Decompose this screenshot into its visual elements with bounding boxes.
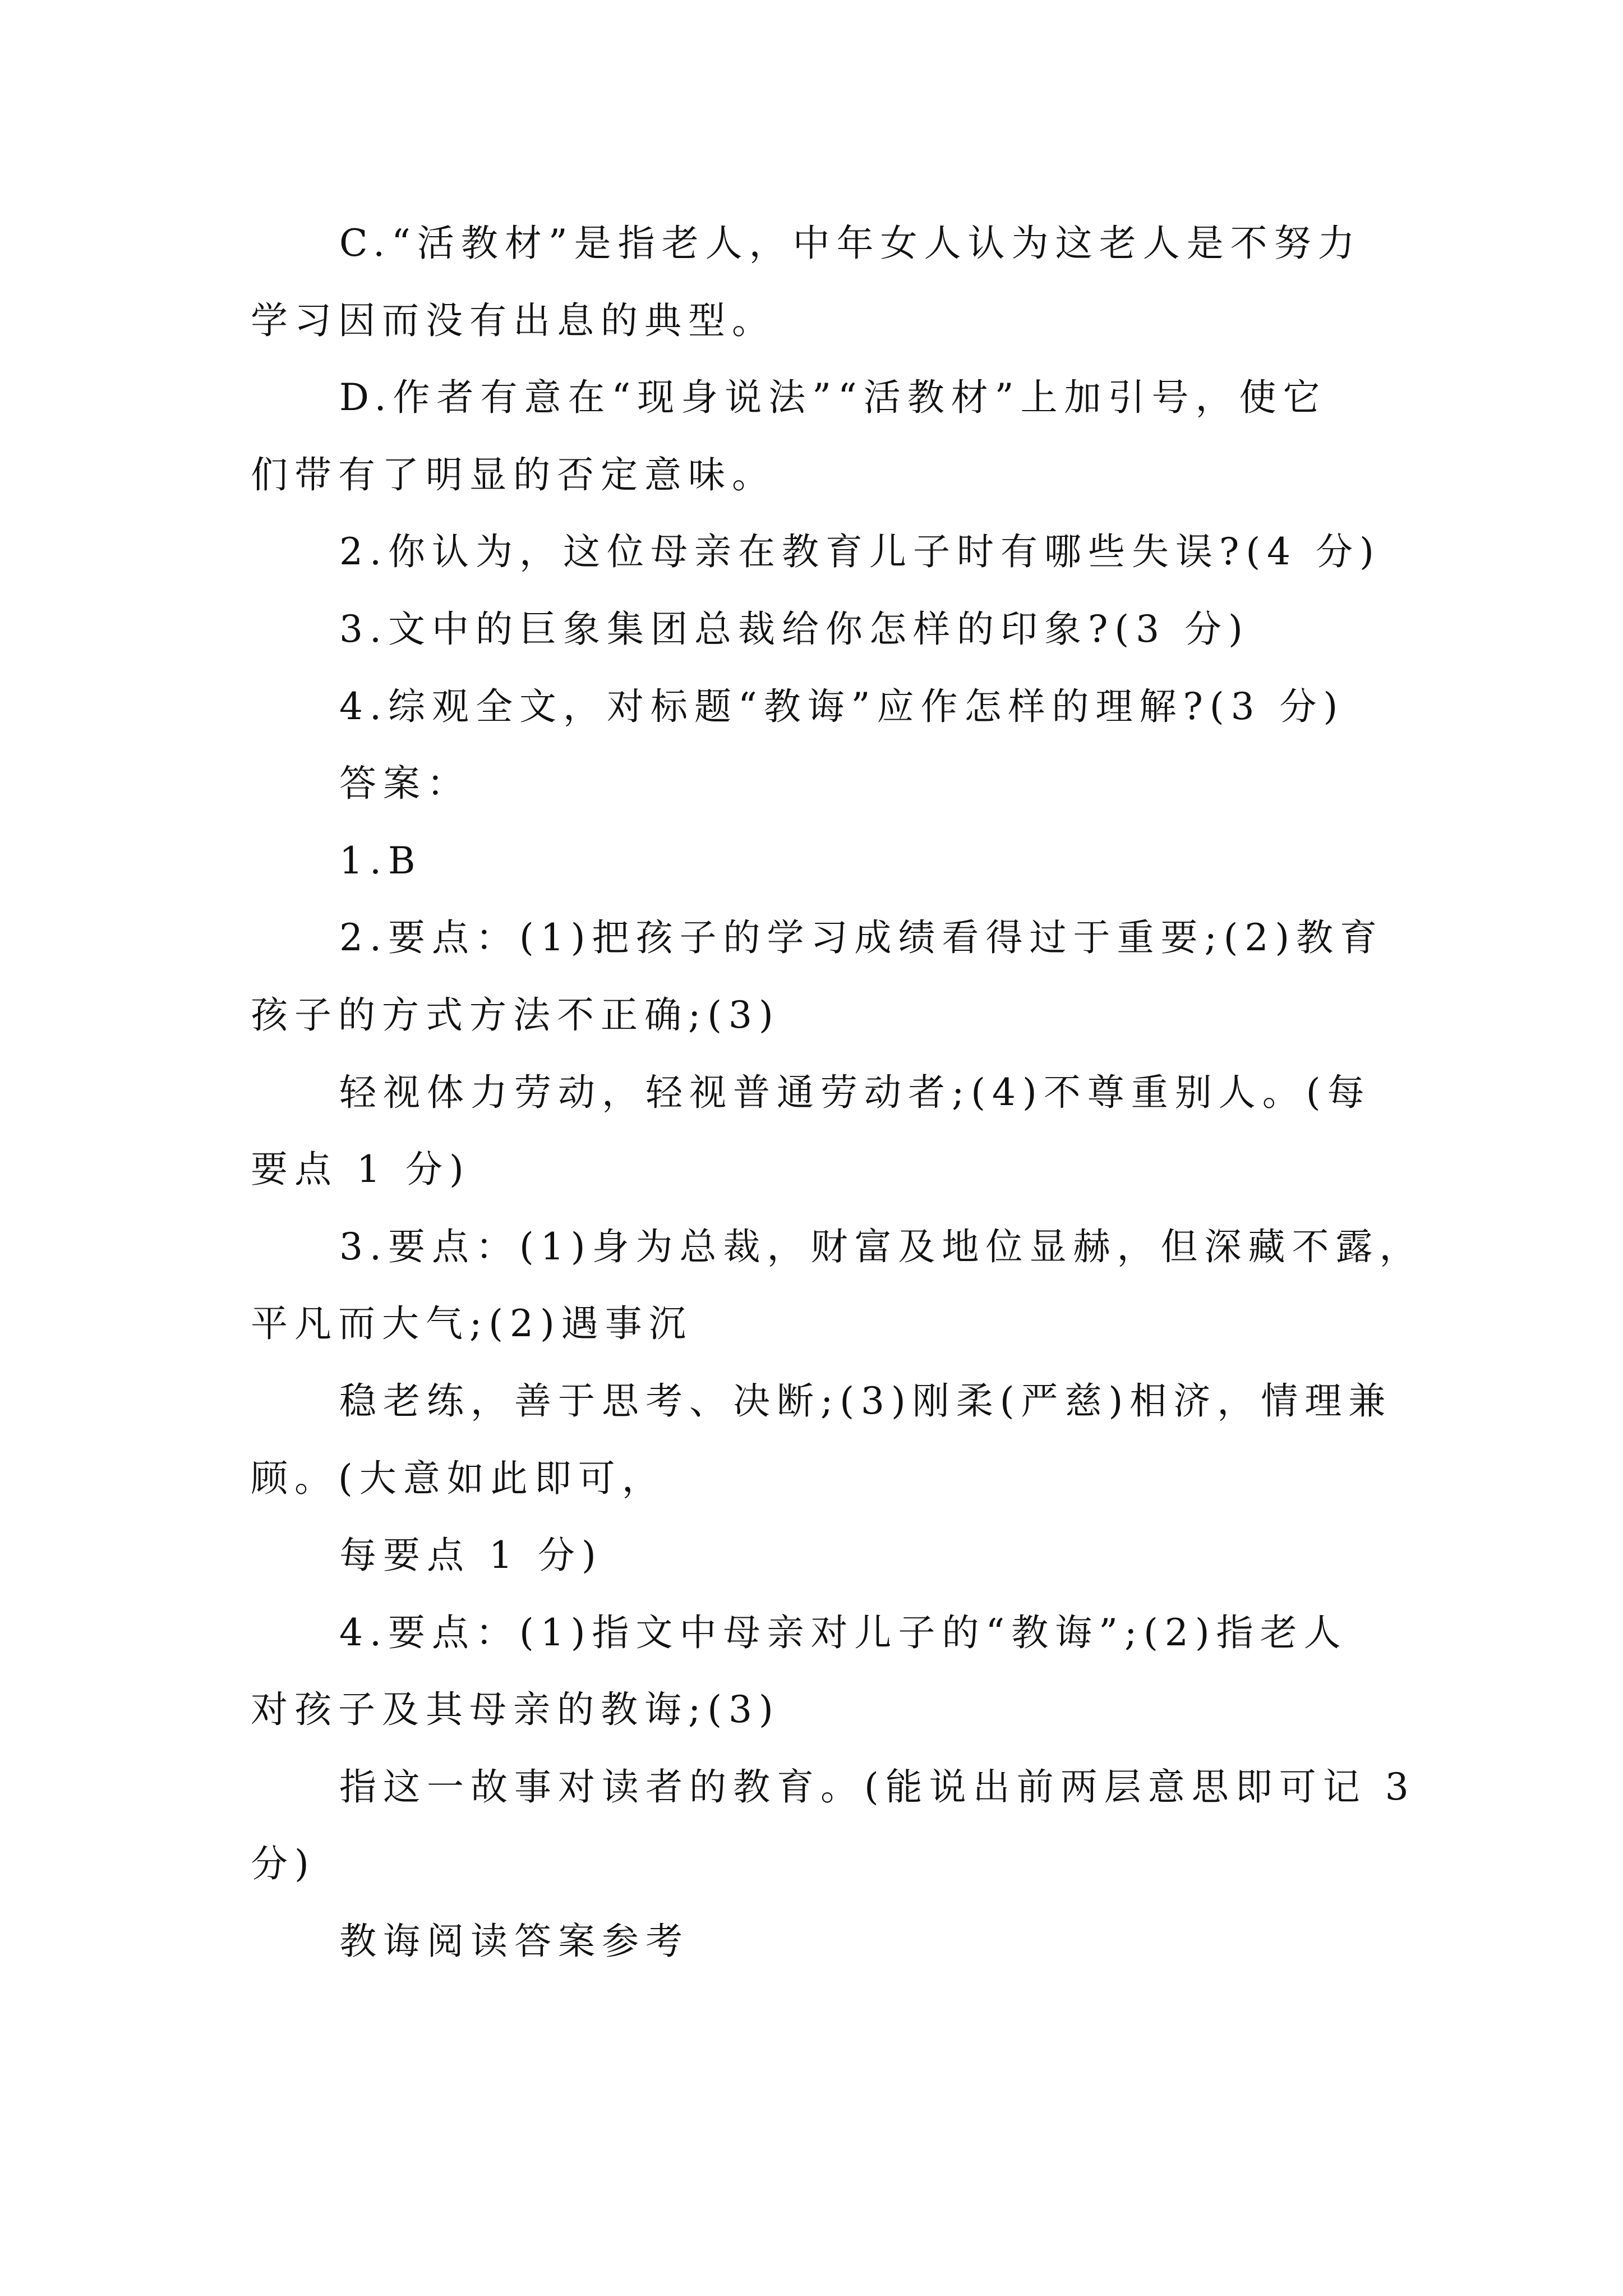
- option-d-line: D.作者有意在“现身说法”“活教材”上加引号，使它: [339, 376, 1327, 420]
- option-d-continuation: 们带有了明显的否定意味。: [251, 453, 776, 496]
- answer-4-line: 4.要点：(1)指文中母亲对儿子的“教诲”;(2)指老人: [339, 1611, 1348, 1654]
- question-2: 2.你认为，这位母亲在教育儿子时有哪些失误?(4 分): [339, 530, 1381, 574]
- answer-3-line: 稳老练，善于思考、决断;(3)刚柔(严慈)相济，情理兼: [339, 1379, 1393, 1423]
- answer-2-continuation: 要点 1 分): [251, 1148, 471, 1191]
- answer-3-continuation: 顾。(大意如此即可，: [251, 1456, 666, 1500]
- answer-3-line: 3.要点：(1)身为总裁，财富及地位显赫，但深藏不露，: [339, 1225, 1423, 1268]
- answer-heading: 答案：: [339, 762, 471, 806]
- answer-2-continuation: 孩子的方式方法不正确;(3): [251, 993, 780, 1037]
- answer-3-line: 每要点 1 分): [339, 1534, 603, 1577]
- answer-3-continuation: 平凡而大气;(2)遇事沉: [251, 1302, 693, 1346]
- answer-2-line: 2.要点：(1)把孩子的学习成绩看得过于重要;(2)教育: [339, 916, 1384, 960]
- question-4: 4.综观全文，对标题“教诲”应作怎样的理解?(3 分): [339, 684, 1345, 728]
- answer-4-continuation: 对孩子及其母亲的教诲;(3): [251, 1688, 780, 1732]
- answer-1: 1.B: [339, 839, 422, 882]
- option-c-continuation: 学习因而没有出息的典型。: [251, 298, 776, 342]
- document-body: [0, 205, 1623, 1980]
- answer-4-continuation: 分): [251, 1842, 316, 1886]
- option-c-line: C.“活教材”是指老人，中年女人认为这老人是不努力: [339, 222, 1362, 265]
- question-3: 3.文中的巨象集团总裁给你怎样的印象?(3 分): [339, 607, 1249, 651]
- answer-2-line: 轻视体力劳动，轻视普通劳动者;(4)不尊重别人。(每: [339, 1070, 1371, 1114]
- answer-4-line: 指这一故事对读者的教育。(能说出前两层意思即可记 3: [339, 1765, 1415, 1809]
- section-title: 教诲阅读答案参考: [339, 1920, 689, 1963]
